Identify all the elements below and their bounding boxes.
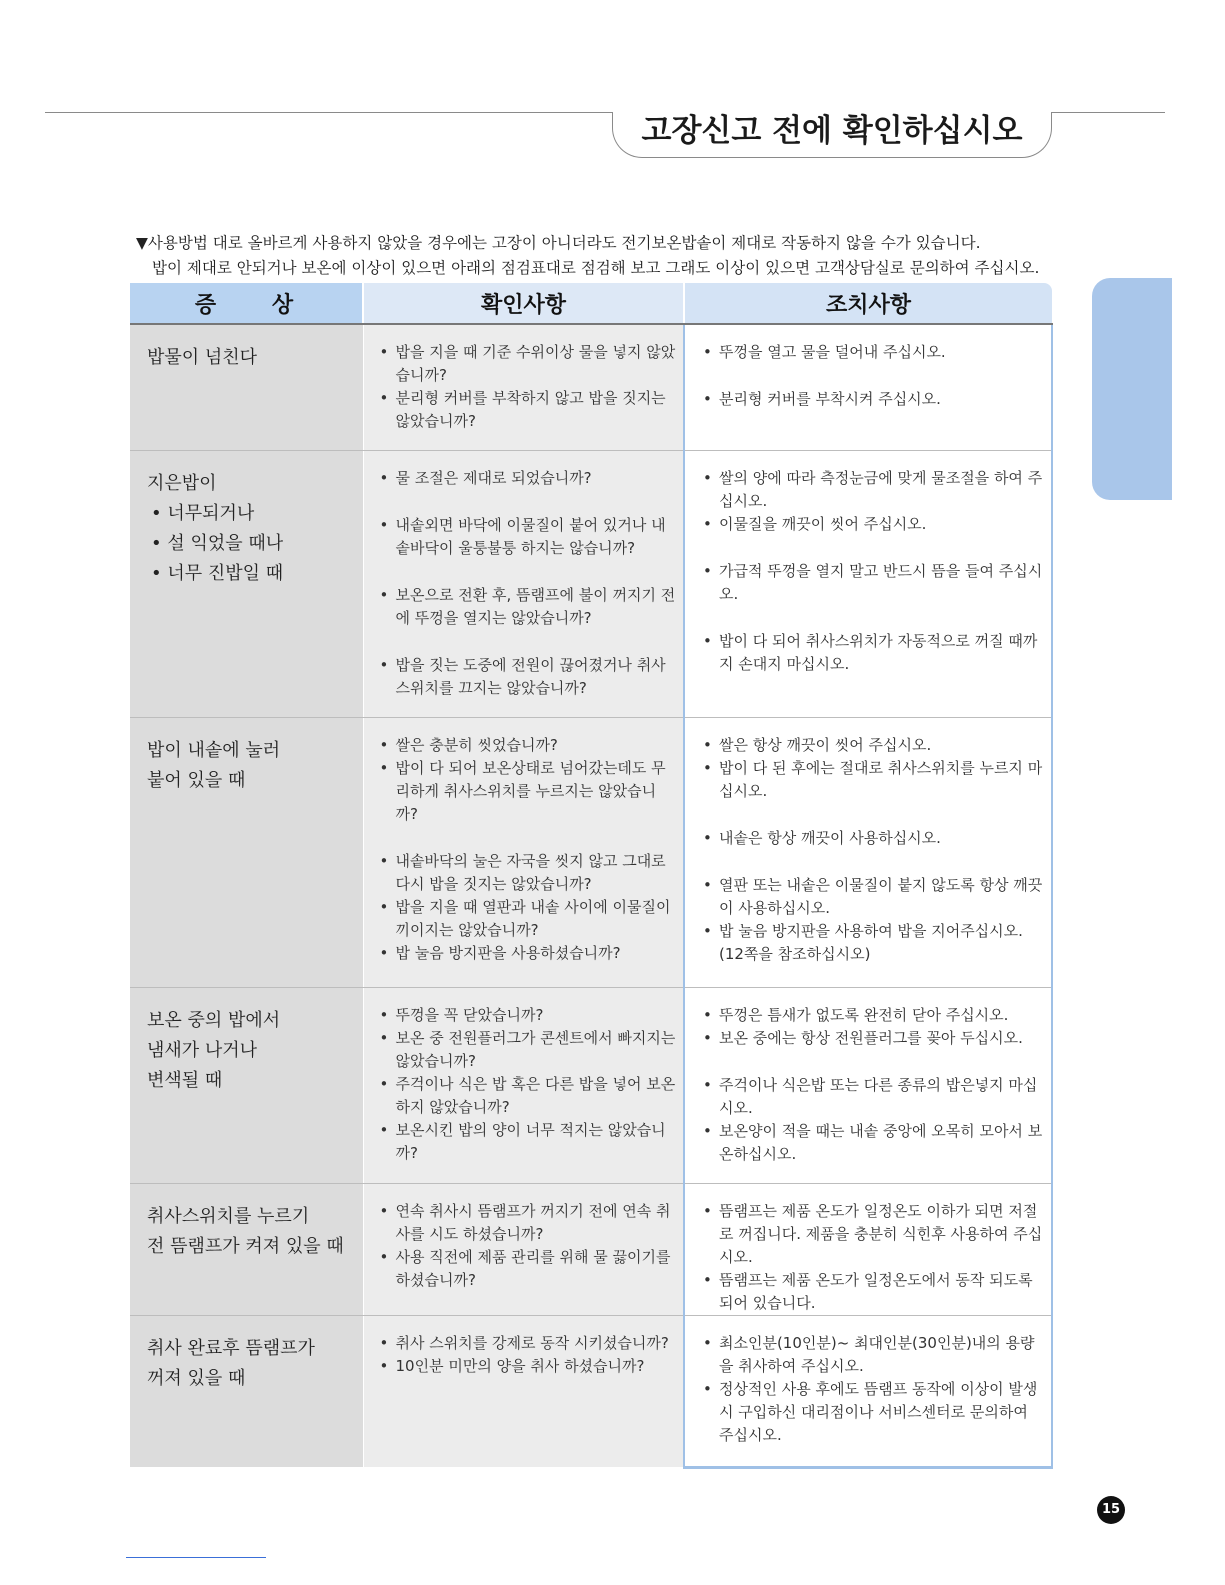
check-item: • 밥을 지을 때 열판과 내솥 사이에 이물질이 끼이지는 않았습니까? (378, 896, 678, 942)
symptom-cell (130, 450, 363, 717)
side-section-tab (1092, 278, 1172, 500)
check-item: • 분리형 커버를 부착하지 않고 밥을 짓지는 않았습니까? (378, 387, 678, 433)
table-row (130, 450, 1052, 717)
symptom-text: 밥물이 넘친다 (147, 347, 258, 368)
check-cell (363, 717, 684, 987)
symptom-text: 취사 완료후 뜸램프가 (147, 1337, 315, 1359)
action-item: • 보온양이 적을 때는 내솥 중앙에 오목히 모아서 보온하십시오. (701, 1120, 1045, 1166)
symptom-text: 보온 중의 밥에서 (147, 1009, 281, 1031)
action-item: • 뜸램프는 제품 온도가 일정온도 이하가 되면 저절로 꺼집니다. 제품을 충분히 식힌후 사용하여 주십시오. (701, 1200, 1045, 1269)
action-cell (684, 717, 1052, 987)
check-item: • 사용 직전에 제품 관리를 위해 물 끓이기를 하셨습니까? (378, 1246, 678, 1292)
table-row (130, 324, 1052, 450)
symptom-text: 밥이 내솥에 눌러 (147, 739, 281, 761)
action-item: • 내솥은 항상 깨끗이 사용하십시오. (701, 827, 1045, 850)
action-item: • 최소인분(10인분)~ 최대인분(30인분)내의 용량을 취사하여 주십시오. (701, 1332, 1045, 1378)
action-item: • 이물질을 깨끗이 씻어 주십시오. (701, 513, 1045, 536)
action-cell (684, 987, 1052, 1183)
symptom-text: • 설 익었을 때나 (151, 532, 284, 554)
symptom-text: • 너무 진밥일 때 (151, 562, 284, 584)
table-row (130, 1183, 1052, 1315)
symptom-cell (130, 1183, 363, 1315)
check-cell (363, 1315, 684, 1467)
action-cell (684, 1183, 1052, 1315)
symptom-text: 지은밥이 (147, 472, 217, 494)
symptom-cell (130, 987, 363, 1183)
symptom-text: 붙어 있을 때 (147, 769, 246, 791)
intro-line-2: 밥이 제대로 안되거나 보온에 이상이 있으면 아래의 점검표대로 점검해 보고 그래도 이상이 있으면 고객상담실로 문의하여 주십시오. (152, 259, 1040, 277)
check-item: • 밥을 짓는 도중에 전원이 끊어졌거나 취사 스위치를 끄지는 않았습니까? (378, 654, 678, 700)
check-item: • 보온시킨 밥의 양이 너무 적지는 않았습니까? (378, 1119, 678, 1165)
action-item: • 쌀의 양에 따라 측정눈금에 맞게 물조절을 하여 주십시오. (701, 467, 1045, 513)
symptom-text: 꺼져 있을 때 (147, 1367, 246, 1389)
action-item: • 밥이 다 되어 취사스위치가 자동적으로 꺼질 때까지 손대지 마십시오. (701, 630, 1045, 676)
symptom-text: 전 뜸램프가 켜져 있을 때 (147, 1235, 344, 1257)
table-row (130, 717, 1052, 987)
symptom-cell (130, 324, 363, 450)
check-item: • 취사 스위치를 강제로 동작 시키셨습니까? (378, 1332, 678, 1355)
action-cell (684, 450, 1052, 717)
action-item: • 밥 눌음 방지판을 사용하여 밥을 지어주십시오. (12쪽을 참조하십시오) (701, 920, 1045, 966)
action-item: • 뚜껑을 열고 물을 덜어내 주십시오. (701, 341, 1045, 364)
check-item: • 밥을 지을 때 기준 수위이상 물을 넣지 않았습니까? (378, 341, 678, 387)
header-check: 확인사항 (363, 283, 684, 324)
check-item: • 보온 중 전원플러그가 콘센트에서 빠지지는 않았습니까? (378, 1027, 678, 1073)
check-item: • 밥이 다 되어 보온상태로 넘어갔는데도 무리하게 취사스위치를 누르지는 않았습니까? (378, 757, 678, 826)
action-item: • 열판 또는 내솥은 이물질이 붙지 않도록 항상 깨끗이 사용하십시오. (701, 874, 1045, 920)
check-item: • 내솥바닥의 눌은 자국을 씻지 않고 그대로 다시 밥을 짓지는 않았습니까? (378, 850, 678, 896)
symptom-cell (130, 1315, 363, 1467)
check-item: • 밥 눌음 방지판을 사용하셨습니까? (378, 942, 678, 965)
troubleshooting-table (130, 283, 1053, 1469)
intro-text (136, 231, 1096, 281)
action-item: • 분리형 커버를 부착시켜 주십시오. (701, 388, 1045, 411)
check-item: • 10인분 미만의 양을 취사 하셨습니까? (378, 1355, 678, 1378)
header-symptom: 증 상 (130, 283, 363, 324)
check-item: • 물 조절은 제대로 되었습니까? (378, 467, 678, 490)
check-cell (363, 324, 684, 450)
action-cell (684, 324, 1052, 450)
action-item: • 주걱이나 식은밥 또는 다른 종류의 밥은넣지 마십시오. (701, 1074, 1045, 1120)
symptom-text: 냄새가 나거나 (147, 1039, 258, 1061)
header-action: 조치사항 (684, 283, 1052, 324)
page-number: 15 (1097, 1496, 1125, 1524)
page-title: 고장신고 전에 확인하십시오 (641, 113, 1023, 149)
symptom-text: 취사스위치를 누르기 (147, 1205, 310, 1227)
table-header-row (130, 283, 1052, 324)
action-item: • 뜸램프는 제품 온도가 일정온도에서 동작 되도록 되어 있습니다. (701, 1269, 1045, 1315)
check-item: • 내솥외면 바닥에 이물질이 붙어 있거나 내솥바닥이 울퉁불퉁 하지는 않습니까? (378, 514, 678, 560)
action-item: • 밥이 다 된 후에는 절대로 취사스위치를 누르지 마십시오. (701, 757, 1045, 803)
action-item: • 쌀은 항상 깨끗이 씻어 주십시오. (701, 734, 1045, 757)
check-cell (363, 450, 684, 717)
check-cell (363, 987, 684, 1183)
table-row (130, 987, 1052, 1183)
action-cell (684, 1315, 1052, 1467)
action-item: • 가급적 뚜껑을 열지 말고 반드시 뜸을 들여 주십시오. (701, 560, 1045, 606)
check-item: • 뚜껑을 꼭 닫았습니까? (378, 1004, 678, 1027)
symptom-text: 변색될 때 (147, 1069, 223, 1091)
action-item: • 뚜껑은 틈새가 없도록 완전히 닫아 주십시오. (701, 1004, 1045, 1027)
table-row (130, 1315, 1052, 1467)
footer-underline (126, 1557, 266, 1558)
symptom-text: • 너무되거나 (151, 502, 255, 524)
check-item: • 보온으로 전환 후, 뜸램프에 불이 꺼지기 전에 뚜껑을 열지는 않았습니까? (378, 584, 678, 630)
action-item: • 보온 중에는 항상 전원플러그를 꽂아 두십시오. (701, 1027, 1045, 1050)
symptom-cell (130, 717, 363, 987)
check-item: • 연속 취사시 뜸램프가 꺼지기 전에 연속 취사를 시도 하셨습니까? (378, 1200, 678, 1246)
check-cell (363, 1183, 684, 1315)
intro-line-1: ▼사용방법 대로 올바르게 사용하지 않았을 경우에는 고장이 아니더라도 전기보온밥솥이 제대로 작동하지 않을 수가 있습니다. (136, 234, 981, 252)
check-item: • 주걱이나 식은 밥 혹은 다른 밥을 넣어 보온하지 않았습니까? (378, 1073, 678, 1119)
check-item: • 쌀은 충분히 씻었습니까? (378, 734, 678, 757)
action-item: • 정상적인 사용 후에도 뜸램프 동작에 이상이 발생시 구입하신 대리점이나 서비스센터로 문의하여 주십시오. (701, 1378, 1045, 1447)
